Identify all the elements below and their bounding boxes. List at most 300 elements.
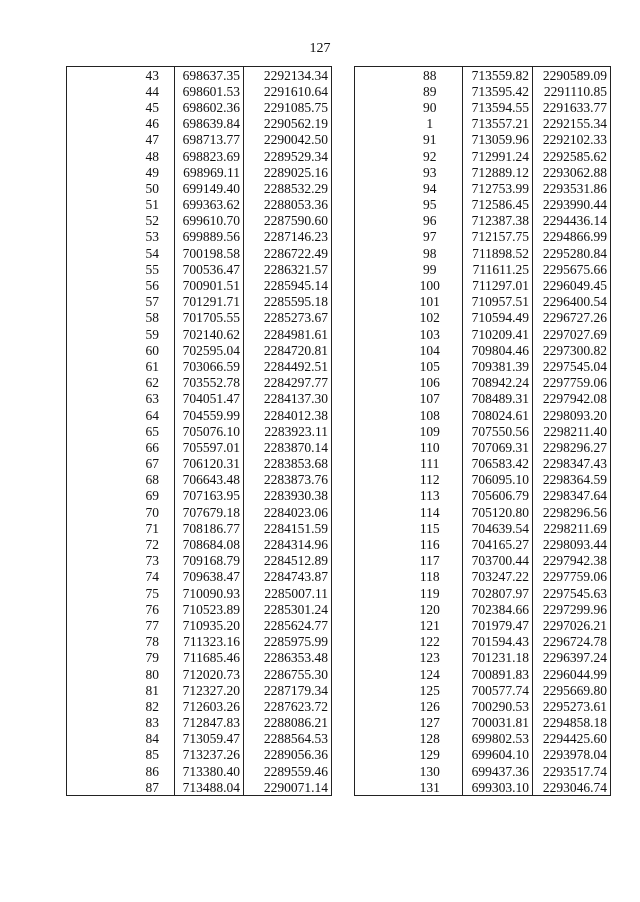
x-coordinate-cell: 700901.51 bbox=[175, 277, 244, 293]
point-number-cell: 65 bbox=[131, 423, 175, 439]
blank-cell bbox=[355, 601, 398, 617]
y-coordinate-cell: 2298211.40 bbox=[533, 423, 611, 439]
table-row bbox=[355, 213, 611, 229]
x-coordinate-cell: 698823.69 bbox=[175, 148, 244, 164]
blank-cell bbox=[67, 456, 131, 472]
point-number-cell: 47 bbox=[131, 132, 175, 148]
x-coordinate-cell: 713595.42 bbox=[463, 83, 533, 99]
table-row bbox=[355, 326, 611, 342]
x-coordinate-cell: 704639.54 bbox=[463, 520, 533, 536]
y-coordinate-cell: 2287146.23 bbox=[244, 229, 332, 245]
y-coordinate-cell: 2294866.99 bbox=[533, 229, 611, 245]
point-number-cell: 94 bbox=[398, 180, 463, 196]
table-row bbox=[67, 116, 332, 132]
point-number-cell: 98 bbox=[398, 245, 463, 261]
point-number-cell: 123 bbox=[398, 650, 463, 666]
x-coordinate-cell: 713557.21 bbox=[463, 116, 533, 132]
page-number: 127 bbox=[309, 41, 331, 56]
x-coordinate-cell: 699604.10 bbox=[463, 747, 533, 763]
y-coordinate-cell: 2298093.44 bbox=[533, 536, 611, 552]
point-number-cell: 107 bbox=[398, 391, 463, 407]
x-coordinate-cell: 703552.78 bbox=[175, 375, 244, 391]
blank-cell bbox=[355, 326, 398, 342]
point-number-cell: 71 bbox=[131, 520, 175, 536]
point-number-cell: 129 bbox=[398, 747, 463, 763]
table-row bbox=[355, 245, 611, 261]
y-coordinate-cell: 2292134.34 bbox=[244, 67, 332, 84]
y-coordinate-cell: 2288053.36 bbox=[244, 197, 332, 213]
blank-cell bbox=[67, 617, 131, 633]
x-coordinate-cell: 710957.51 bbox=[463, 294, 533, 310]
table-row bbox=[67, 763, 332, 779]
point-number-cell: 81 bbox=[131, 682, 175, 698]
x-coordinate-cell: 702595.04 bbox=[175, 342, 244, 358]
x-coordinate-cell: 707069.31 bbox=[463, 439, 533, 455]
table-row bbox=[355, 423, 611, 439]
table-row bbox=[67, 682, 332, 698]
table-row bbox=[355, 731, 611, 747]
point-number-cell: 90 bbox=[398, 99, 463, 115]
point-number-cell: 96 bbox=[398, 213, 463, 229]
point-number-cell: 49 bbox=[131, 164, 175, 180]
table-row bbox=[67, 650, 332, 666]
x-coordinate-cell: 698601.53 bbox=[175, 83, 244, 99]
point-number-cell: 86 bbox=[131, 763, 175, 779]
blank-cell bbox=[355, 99, 398, 115]
point-number-cell: 119 bbox=[398, 585, 463, 601]
table-row bbox=[355, 358, 611, 374]
table-row bbox=[67, 245, 332, 261]
y-coordinate-cell: 2292155.34 bbox=[533, 116, 611, 132]
table-row bbox=[355, 375, 611, 391]
blank-cell bbox=[355, 682, 398, 698]
point-number-cell: 104 bbox=[398, 342, 463, 358]
table-row bbox=[355, 164, 611, 180]
point-number-cell: 118 bbox=[398, 569, 463, 585]
table-row bbox=[67, 779, 332, 796]
y-coordinate-cell: 2284151.59 bbox=[244, 520, 332, 536]
y-coordinate-cell: 2283923.11 bbox=[244, 423, 332, 439]
x-coordinate-cell: 710090.93 bbox=[175, 585, 244, 601]
point-number-cell: 73 bbox=[131, 553, 175, 569]
y-coordinate-cell: 2288532.29 bbox=[244, 180, 332, 196]
table-row bbox=[355, 456, 611, 472]
point-number-cell: 61 bbox=[131, 358, 175, 374]
point-number-cell: 43 bbox=[131, 67, 175, 84]
y-coordinate-cell: 2295669.80 bbox=[533, 682, 611, 698]
y-coordinate-cell: 2284512.89 bbox=[244, 553, 332, 569]
blank-cell bbox=[67, 472, 131, 488]
table-row bbox=[67, 391, 332, 407]
y-coordinate-cell: 2283873.76 bbox=[244, 472, 332, 488]
table-row bbox=[67, 229, 332, 245]
point-number-cell: 100 bbox=[398, 277, 463, 293]
blank-cell bbox=[67, 148, 131, 164]
y-coordinate-cell: 2297942.38 bbox=[533, 553, 611, 569]
y-coordinate-cell: 2283930.38 bbox=[244, 488, 332, 504]
blank-cell bbox=[67, 83, 131, 99]
y-coordinate-cell: 2298296.56 bbox=[533, 504, 611, 520]
y-coordinate-cell: 2285273.67 bbox=[244, 310, 332, 326]
x-coordinate-cell: 701594.43 bbox=[463, 634, 533, 650]
table-row bbox=[355, 488, 611, 504]
x-coordinate-cell: 712020.73 bbox=[175, 666, 244, 682]
x-coordinate-cell: 711297.01 bbox=[463, 277, 533, 293]
table-row bbox=[355, 779, 611, 796]
point-number-cell: 87 bbox=[131, 779, 175, 796]
point-number-cell: 97 bbox=[398, 229, 463, 245]
coordinate-table-left bbox=[66, 66, 332, 796]
blank-cell bbox=[355, 67, 398, 84]
y-coordinate-cell: 2285975.99 bbox=[244, 634, 332, 650]
table-row bbox=[355, 439, 611, 455]
x-coordinate-cell: 708942.24 bbox=[463, 375, 533, 391]
point-number-cell: 93 bbox=[398, 164, 463, 180]
point-number-cell: 111 bbox=[398, 456, 463, 472]
table-row bbox=[67, 488, 332, 504]
table-row bbox=[67, 407, 332, 423]
blank-cell bbox=[67, 310, 131, 326]
blank-cell bbox=[355, 488, 398, 504]
x-coordinate-cell: 704165.27 bbox=[463, 536, 533, 552]
table-row bbox=[355, 277, 611, 293]
y-coordinate-cell: 2293517.74 bbox=[533, 763, 611, 779]
x-coordinate-cell: 707163.95 bbox=[175, 488, 244, 504]
y-coordinate-cell: 2285007.11 bbox=[244, 585, 332, 601]
table-row bbox=[67, 536, 332, 552]
y-coordinate-cell: 2296727.26 bbox=[533, 310, 611, 326]
blank-cell bbox=[355, 553, 398, 569]
x-coordinate-cell: 704051.47 bbox=[175, 391, 244, 407]
x-coordinate-cell: 701291.71 bbox=[175, 294, 244, 310]
blank-cell bbox=[355, 634, 398, 650]
y-coordinate-cell: 2285945.14 bbox=[244, 277, 332, 293]
x-coordinate-cell: 699610.70 bbox=[175, 213, 244, 229]
point-number-cell: 95 bbox=[398, 197, 463, 213]
y-coordinate-cell: 2283870.14 bbox=[244, 439, 332, 455]
x-coordinate-cell: 698637.35 bbox=[175, 67, 244, 84]
point-number-cell: 45 bbox=[131, 99, 175, 115]
blank-cell bbox=[355, 342, 398, 358]
table-row bbox=[67, 310, 332, 326]
point-number-cell: 84 bbox=[131, 731, 175, 747]
point-number-cell: 109 bbox=[398, 423, 463, 439]
y-coordinate-cell: 2297942.08 bbox=[533, 391, 611, 407]
x-coordinate-cell: 712387.38 bbox=[463, 213, 533, 229]
blank-cell bbox=[67, 407, 131, 423]
x-coordinate-cell: 713059.96 bbox=[463, 132, 533, 148]
y-coordinate-cell: 2294425.60 bbox=[533, 731, 611, 747]
table-row bbox=[67, 585, 332, 601]
y-coordinate-cell: 2288564.53 bbox=[244, 731, 332, 747]
point-number-cell: 67 bbox=[131, 456, 175, 472]
blank-cell bbox=[67, 569, 131, 585]
blank-cell bbox=[67, 213, 131, 229]
blank-cell bbox=[355, 148, 398, 164]
y-coordinate-cell: 2284743.87 bbox=[244, 569, 332, 585]
x-coordinate-cell: 712157.75 bbox=[463, 229, 533, 245]
table-row bbox=[355, 601, 611, 617]
blank-cell bbox=[355, 229, 398, 245]
x-coordinate-cell: 709381.39 bbox=[463, 358, 533, 374]
point-number-cell: 51 bbox=[131, 197, 175, 213]
point-number-cell: 1 bbox=[398, 116, 463, 132]
x-coordinate-cell: 699889.56 bbox=[175, 229, 244, 245]
blank-cell bbox=[67, 99, 131, 115]
point-number-cell: 110 bbox=[398, 439, 463, 455]
blank-cell bbox=[67, 132, 131, 148]
point-number-cell: 120 bbox=[398, 601, 463, 617]
x-coordinate-cell: 700031.81 bbox=[463, 715, 533, 731]
table-row bbox=[67, 553, 332, 569]
blank-cell bbox=[355, 747, 398, 763]
y-coordinate-cell: 2284297.77 bbox=[244, 375, 332, 391]
point-number-cell: 91 bbox=[398, 132, 463, 148]
table-row bbox=[67, 261, 332, 277]
blank-cell bbox=[355, 698, 398, 714]
y-coordinate-cell: 2284981.61 bbox=[244, 326, 332, 342]
y-coordinate-cell: 2297026.21 bbox=[533, 617, 611, 633]
x-coordinate-cell: 708489.31 bbox=[463, 391, 533, 407]
point-number-cell: 48 bbox=[131, 148, 175, 164]
point-number-cell: 126 bbox=[398, 698, 463, 714]
point-number-cell: 82 bbox=[131, 698, 175, 714]
table-row bbox=[355, 310, 611, 326]
y-coordinate-cell: 2297299.96 bbox=[533, 601, 611, 617]
point-number-cell: 102 bbox=[398, 310, 463, 326]
table-row bbox=[355, 197, 611, 213]
blank-cell bbox=[355, 391, 398, 407]
y-coordinate-cell: 2297545.04 bbox=[533, 358, 611, 374]
table-row bbox=[355, 472, 611, 488]
table-row bbox=[67, 569, 332, 585]
y-coordinate-cell: 2290562.19 bbox=[244, 116, 332, 132]
point-number-cell: 44 bbox=[131, 83, 175, 99]
y-coordinate-cell: 2284492.51 bbox=[244, 358, 332, 374]
table-row bbox=[355, 569, 611, 585]
blank-cell bbox=[67, 601, 131, 617]
blank-cell bbox=[67, 504, 131, 520]
x-coordinate-cell: 713380.40 bbox=[175, 763, 244, 779]
table-row bbox=[67, 666, 332, 682]
point-number-cell: 128 bbox=[398, 731, 463, 747]
table-row bbox=[355, 67, 611, 84]
table-row bbox=[355, 342, 611, 358]
blank-cell bbox=[355, 261, 398, 277]
point-number-cell: 131 bbox=[398, 779, 463, 796]
y-coordinate-cell: 2293531.86 bbox=[533, 180, 611, 196]
x-coordinate-cell: 706643.48 bbox=[175, 472, 244, 488]
table-row bbox=[67, 326, 332, 342]
table-row bbox=[355, 634, 611, 650]
table-row bbox=[355, 391, 611, 407]
y-coordinate-cell: 2298211.69 bbox=[533, 520, 611, 536]
x-coordinate-cell: 713059.47 bbox=[175, 731, 244, 747]
table-row bbox=[67, 456, 332, 472]
point-number-cell: 76 bbox=[131, 601, 175, 617]
table-row bbox=[355, 83, 611, 99]
blank-cell bbox=[67, 277, 131, 293]
point-number-cell: 80 bbox=[131, 666, 175, 682]
y-coordinate-cell: 2298296.27 bbox=[533, 439, 611, 455]
y-coordinate-cell: 2284314.96 bbox=[244, 536, 332, 552]
y-coordinate-cell: 2295675.66 bbox=[533, 261, 611, 277]
blank-cell bbox=[67, 326, 131, 342]
x-coordinate-cell: 701231.18 bbox=[463, 650, 533, 666]
table-row bbox=[355, 229, 611, 245]
x-coordinate-cell: 712847.83 bbox=[175, 715, 244, 731]
blank-cell bbox=[67, 261, 131, 277]
point-number-cell: 52 bbox=[131, 213, 175, 229]
y-coordinate-cell: 2297300.82 bbox=[533, 342, 611, 358]
point-number-cell: 46 bbox=[131, 116, 175, 132]
blank-cell bbox=[67, 229, 131, 245]
y-coordinate-cell: 2296049.45 bbox=[533, 277, 611, 293]
x-coordinate-cell: 712603.26 bbox=[175, 698, 244, 714]
x-coordinate-cell: 712991.24 bbox=[463, 148, 533, 164]
point-number-cell: 92 bbox=[398, 148, 463, 164]
blank-cell bbox=[355, 116, 398, 132]
y-coordinate-cell: 2295273.61 bbox=[533, 698, 611, 714]
y-coordinate-cell: 2296397.24 bbox=[533, 650, 611, 666]
blank-cell bbox=[355, 132, 398, 148]
y-coordinate-cell: 2285595.18 bbox=[244, 294, 332, 310]
y-coordinate-cell: 2289529.34 bbox=[244, 148, 332, 164]
table-row bbox=[67, 504, 332, 520]
x-coordinate-cell: 704559.99 bbox=[175, 407, 244, 423]
table-row bbox=[67, 423, 332, 439]
table-row bbox=[355, 617, 611, 633]
y-coordinate-cell: 2297759.06 bbox=[533, 375, 611, 391]
blank-cell bbox=[67, 294, 131, 310]
blank-cell bbox=[67, 536, 131, 552]
y-coordinate-cell: 2290042.50 bbox=[244, 132, 332, 148]
point-number-cell: 55 bbox=[131, 261, 175, 277]
table-row bbox=[355, 148, 611, 164]
table-row bbox=[355, 294, 611, 310]
y-coordinate-cell: 2285301.24 bbox=[244, 601, 332, 617]
point-number-cell: 103 bbox=[398, 326, 463, 342]
y-coordinate-cell: 2291110.85 bbox=[533, 83, 611, 99]
table-row bbox=[67, 698, 332, 714]
x-coordinate-cell: 698713.77 bbox=[175, 132, 244, 148]
y-coordinate-cell: 2294858.18 bbox=[533, 715, 611, 731]
x-coordinate-cell: 705120.80 bbox=[463, 504, 533, 520]
table-row bbox=[67, 731, 332, 747]
y-coordinate-cell: 2292585.62 bbox=[533, 148, 611, 164]
x-coordinate-cell: 709638.47 bbox=[175, 569, 244, 585]
table-row bbox=[355, 116, 611, 132]
blank-cell bbox=[67, 553, 131, 569]
x-coordinate-cell: 700198.58 bbox=[175, 245, 244, 261]
point-number-cell: 124 bbox=[398, 666, 463, 682]
y-coordinate-cell: 2292102.33 bbox=[533, 132, 611, 148]
blank-cell bbox=[67, 342, 131, 358]
y-coordinate-cell: 2295280.84 bbox=[533, 245, 611, 261]
point-number-cell: 99 bbox=[398, 261, 463, 277]
blank-cell bbox=[67, 747, 131, 763]
x-coordinate-cell: 699437.36 bbox=[463, 763, 533, 779]
x-coordinate-cell: 710594.49 bbox=[463, 310, 533, 326]
x-coordinate-cell: 708684.08 bbox=[175, 536, 244, 552]
blank-cell bbox=[67, 731, 131, 747]
y-coordinate-cell: 2290589.09 bbox=[533, 67, 611, 84]
point-number-cell: 112 bbox=[398, 472, 463, 488]
point-number-cell: 83 bbox=[131, 715, 175, 731]
table-row bbox=[67, 358, 332, 374]
y-coordinate-cell: 2284137.30 bbox=[244, 391, 332, 407]
table-row bbox=[355, 180, 611, 196]
x-coordinate-cell: 705606.79 bbox=[463, 488, 533, 504]
x-coordinate-cell: 700290.53 bbox=[463, 698, 533, 714]
blank-cell bbox=[355, 358, 398, 374]
x-coordinate-cell: 712889.12 bbox=[463, 164, 533, 180]
y-coordinate-cell: 2289056.36 bbox=[244, 747, 332, 763]
point-number-cell: 66 bbox=[131, 439, 175, 455]
point-number-cell: 106 bbox=[398, 375, 463, 391]
blank-cell bbox=[355, 375, 398, 391]
point-number-cell: 78 bbox=[131, 634, 175, 650]
y-coordinate-cell: 2288086.21 bbox=[244, 715, 332, 731]
table-row bbox=[355, 536, 611, 552]
point-number-cell: 122 bbox=[398, 634, 463, 650]
table-row bbox=[355, 261, 611, 277]
y-coordinate-cell: 2297759.06 bbox=[533, 569, 611, 585]
y-coordinate-cell: 2285624.77 bbox=[244, 617, 332, 633]
table-row bbox=[67, 148, 332, 164]
blank-cell bbox=[355, 164, 398, 180]
point-number-cell: 121 bbox=[398, 617, 463, 633]
point-number-cell: 116 bbox=[398, 536, 463, 552]
blank-cell bbox=[355, 536, 398, 552]
blank-cell bbox=[67, 520, 131, 536]
x-coordinate-cell: 699149.40 bbox=[175, 180, 244, 196]
y-coordinate-cell: 2283853.68 bbox=[244, 456, 332, 472]
point-number-cell: 72 bbox=[131, 536, 175, 552]
table-row bbox=[67, 375, 332, 391]
y-coordinate-cell: 2287590.60 bbox=[244, 213, 332, 229]
table-row bbox=[355, 585, 611, 601]
x-coordinate-cell: 702807.97 bbox=[463, 585, 533, 601]
x-coordinate-cell: 713237.26 bbox=[175, 747, 244, 763]
table-row bbox=[355, 682, 611, 698]
blank-cell bbox=[355, 472, 398, 488]
point-number-cell: 75 bbox=[131, 585, 175, 601]
x-coordinate-cell: 711611.25 bbox=[463, 261, 533, 277]
point-number-cell: 89 bbox=[398, 83, 463, 99]
blank-cell bbox=[67, 375, 131, 391]
x-coordinate-cell: 707550.56 bbox=[463, 423, 533, 439]
y-coordinate-cell: 2287179.34 bbox=[244, 682, 332, 698]
table-row bbox=[355, 553, 611, 569]
x-coordinate-cell: 701979.47 bbox=[463, 617, 533, 633]
point-number-cell: 101 bbox=[398, 294, 463, 310]
blank-cell bbox=[67, 439, 131, 455]
y-coordinate-cell: 2293990.44 bbox=[533, 197, 611, 213]
table-row bbox=[67, 472, 332, 488]
blank-cell bbox=[67, 698, 131, 714]
blank-cell bbox=[355, 83, 398, 99]
blank-cell bbox=[67, 488, 131, 504]
y-coordinate-cell: 2286722.49 bbox=[244, 245, 332, 261]
table-row bbox=[67, 617, 332, 633]
x-coordinate-cell: 713594.55 bbox=[463, 99, 533, 115]
point-number-cell: 127 bbox=[398, 715, 463, 731]
blank-cell bbox=[67, 634, 131, 650]
y-coordinate-cell: 2293046.74 bbox=[533, 779, 611, 796]
x-coordinate-cell: 702140.62 bbox=[175, 326, 244, 342]
y-coordinate-cell: 2293062.88 bbox=[533, 164, 611, 180]
